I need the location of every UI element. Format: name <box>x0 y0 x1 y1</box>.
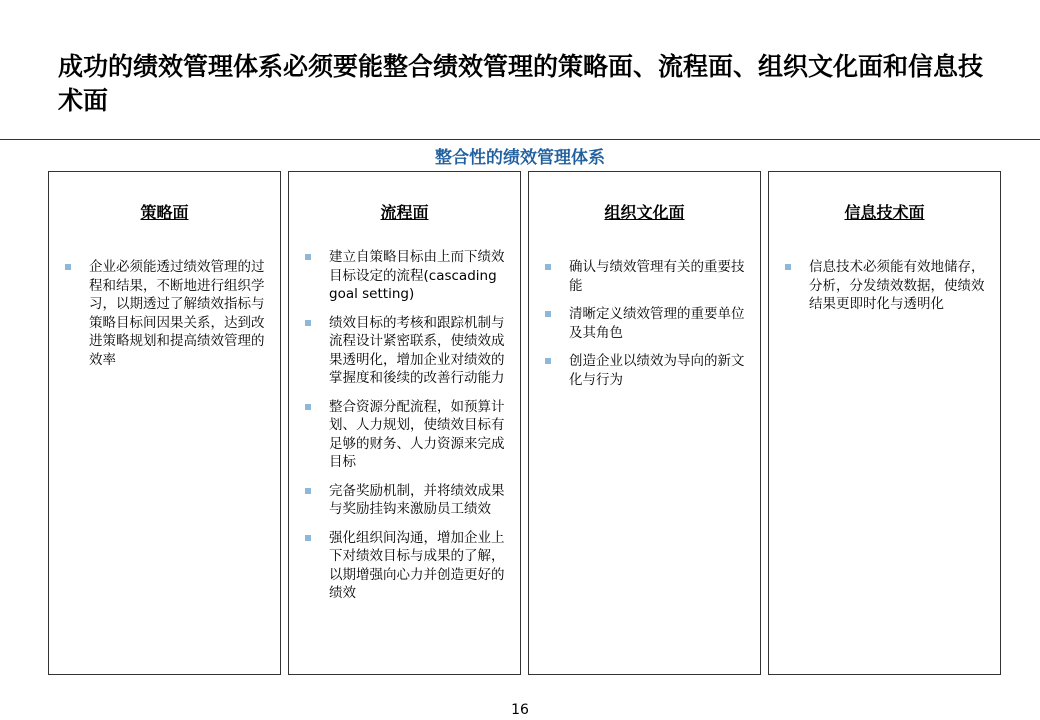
bullet-text: 清晰定义绩效管理的重要单位及其角色 <box>569 306 745 341</box>
square-bullet-icon <box>545 264 551 270</box>
square-bullet-icon <box>65 264 71 270</box>
square-bullet-icon <box>305 535 311 541</box>
column-culture <box>528 171 761 675</box>
bullet-item <box>305 248 506 304</box>
column-process <box>288 171 521 675</box>
square-bullet-icon <box>305 404 311 410</box>
page-number: 16 <box>511 702 529 718</box>
bullet-text: 完备奖励机制，并将绩效成果与奖励挂钩来激励员工绩效 <box>329 482 505 517</box>
column-heading: 组织文化面 <box>604 203 685 222</box>
bullet-text: 确认与绩效管理有关的重要技能 <box>569 259 745 294</box>
title-divider <box>0 139 1040 140</box>
bullet-text: 信息技术必须能有效地储存，分析，分发绩效数据，使绩效结果更即时化与透明化 <box>809 259 985 312</box>
page-title: 成功的绩效管理体系必须要能整合绩效管理的策略面、流程面、组织文化面和信息技术面 <box>58 52 984 115</box>
bullet-list <box>65 258 266 379</box>
bullet-item <box>545 305 746 342</box>
bullet-text: 整合资源分配流程，如预算计划、人力规划，使绩效目标有足够的财务、人力资源来完成目标 <box>329 398 505 470</box>
bullet-item <box>65 258 266 369</box>
column-heading: 策略面 <box>140 203 189 222</box>
bullet-text: 创造企业以绩效为导向的新文化与行为 <box>569 353 745 388</box>
bullet-item <box>305 314 506 388</box>
column-heading: 流程面 <box>380 203 429 222</box>
bullet-item <box>545 258 746 295</box>
bullet-list <box>305 248 506 613</box>
square-bullet-icon <box>785 264 791 270</box>
square-bullet-icon <box>545 311 551 317</box>
column-it <box>768 171 1001 675</box>
bullet-item <box>305 529 506 603</box>
column-strategy <box>48 171 281 675</box>
bullet-text: 建立自策略目标由上而下绩效目标设定的流程(cascading goal setting) <box>329 249 505 302</box>
square-bullet-icon <box>545 358 551 364</box>
diagram-subtitle: 整合性的绩效管理体系 <box>435 148 605 168</box>
bullet-item <box>305 482 506 519</box>
bullet-list <box>785 258 986 324</box>
bullet-item <box>785 258 986 314</box>
square-bullet-icon <box>305 320 311 326</box>
square-bullet-icon <box>305 254 311 260</box>
bullet-list <box>545 258 746 399</box>
bullet-text: 绩效目标的考核和跟踪机制与流程设计紧密联系，使绩效成果透明化，增加企业对绩效的掌握度和後续的改善行动能力 <box>329 314 505 386</box>
bullet-item <box>305 398 506 472</box>
column-heading: 信息技术面 <box>844 203 925 222</box>
bullet-text: 企业必须能透过绩效管理的过程和结果，不断地进行组织学习，以期透过了解绩效指标与策略目标间因果关系，达到改进策略规划和提高绩效管理的效率 <box>89 259 265 368</box>
square-bullet-icon <box>305 488 311 494</box>
bullet-text: 强化组织间沟通，增加企业上下对绩效目标与成果的了解，以期增强向心力并创造更好的绩效 <box>329 529 505 601</box>
bullet-item <box>545 352 746 389</box>
